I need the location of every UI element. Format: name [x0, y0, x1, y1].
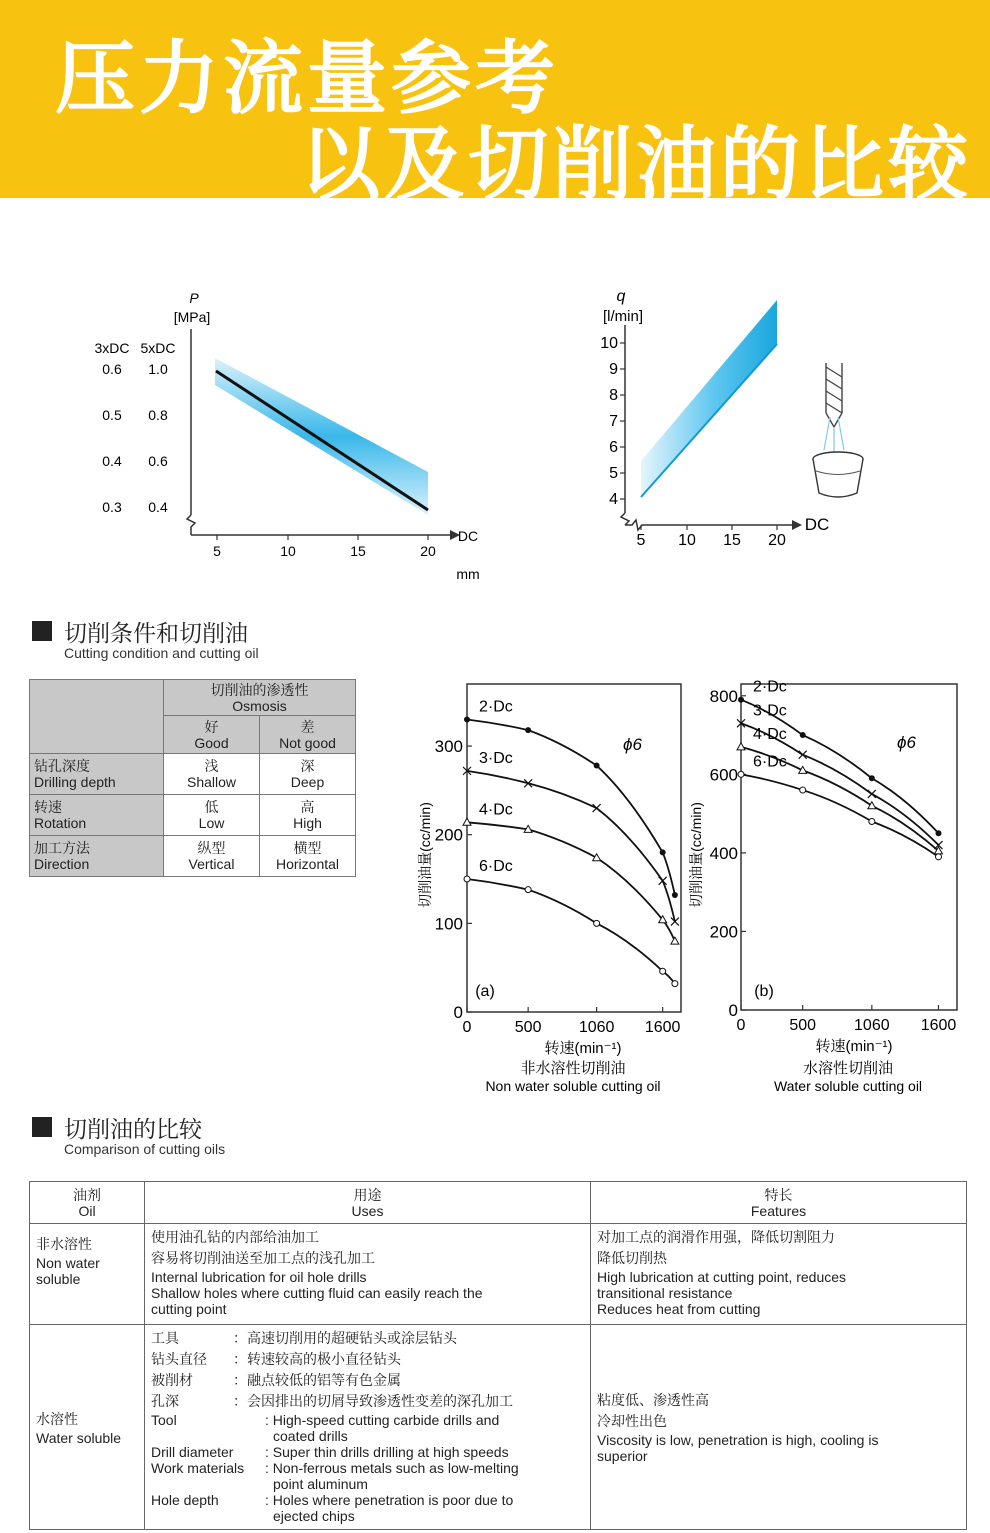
data-point — [594, 920, 600, 926]
cell-en: High — [293, 815, 322, 831]
row-label — [30, 754, 164, 795]
banner-title-line2: 以及切削油的比较 — [300, 118, 972, 211]
data-point — [935, 854, 941, 860]
good-cell — [164, 754, 260, 795]
pressure-x-tick: 15 — [350, 543, 366, 559]
data-point — [738, 771, 744, 777]
feat-en: transitional resistance — [597, 1285, 733, 1301]
x-tick-label: 500 — [514, 1019, 542, 1036]
uses-value: ：高速切削用的超硬钻头或涂层钻头 — [233, 1330, 457, 1346]
flow-x-tick: 5 — [636, 532, 646, 549]
cell-zh: 深 — [300, 758, 315, 774]
data-point — [464, 716, 470, 722]
cell-en: Low — [198, 815, 225, 831]
uses-en: Shallow holes where cutting fluid can easily reach the — [151, 1285, 483, 1301]
pressure-x-unit: mm — [456, 566, 480, 582]
uses-key: 孔深 — [151, 1393, 179, 1409]
pressure-y-tick: 0.5 — [102, 407, 122, 423]
cell-zh: 浅 — [204, 758, 219, 774]
col-oil-zh: 油剂 — [73, 1186, 101, 1203]
bad-cell — [260, 795, 356, 836]
pressure-x-tick: 10 — [280, 543, 296, 559]
pressure-y-tick: 1.0 — [148, 361, 168, 377]
section1-title-zh: 切削条件和切削油 — [64, 620, 248, 646]
table-header-row — [30, 1182, 967, 1224]
chart-a-xlabel: 转速(min⁻¹) — [544, 1040, 622, 1057]
uses-cell — [145, 1325, 591, 1530]
notgood-zh: 差 — [300, 718, 315, 735]
uses-key: Tool — [151, 1412, 177, 1428]
uses-en-item — [151, 1444, 584, 1460]
x-tick-label: 1600 — [920, 1017, 957, 1034]
cell-zh: 纵型 — [197, 840, 226, 856]
uses-value: ejected chips — [273, 1508, 355, 1524]
diameter-annotation: ϕ6 — [623, 735, 642, 754]
pressure-y-ticks-5xdc — [148, 361, 168, 515]
series-label: 6·Dc — [753, 753, 787, 771]
bullet-square-icon — [32, 1117, 52, 1137]
uses-en-item — [151, 1460, 584, 1492]
cell-en: Vertical — [188, 856, 235, 872]
feat-zh: 对加工点的润滑作用强，降低切割阻力 — [597, 1229, 835, 1245]
features-cell — [591, 1224, 967, 1325]
uses-en-item — [151, 1412, 584, 1444]
flow-y-tick: 5 — [609, 465, 618, 482]
col-oil-en: Oil — [78, 1202, 96, 1219]
plot-frame — [467, 684, 681, 1012]
data-point — [869, 818, 875, 824]
y-tick-label: 0 — [728, 1001, 738, 1020]
notgood-header — [260, 716, 356, 754]
chart-b-marks — [710, 679, 957, 1034]
bad-cell — [260, 836, 356, 877]
uses-value: : Super thin drills drilling at high speeds — [265, 1444, 509, 1460]
data-point — [800, 732, 806, 738]
y-tick-label: 200 — [709, 922, 738, 942]
uses-zh-item — [151, 1370, 584, 1391]
flow-y-tick: 8 — [609, 387, 618, 404]
row-label — [30, 836, 164, 877]
uses-key: Hole depth — [151, 1492, 219, 1508]
cell-zh: 低 — [204, 799, 219, 815]
uses-zh-item — [151, 1328, 584, 1349]
oil-cell — [30, 1224, 145, 1325]
osmosis-en: Osmosis — [232, 697, 287, 714]
panel-label: (b) — [754, 983, 774, 1000]
drill-coolant-cup-icon — [813, 363, 863, 497]
col-oil-header — [30, 1182, 145, 1224]
y-tick-label: 300 — [434, 737, 463, 757]
pressure-axis-break — [187, 515, 195, 535]
pressure-chart — [80, 285, 500, 595]
x-tick-label: 1600 — [644, 1019, 681, 1036]
row-label-zh: 加工方法 — [34, 840, 90, 856]
section1-title-en: Cutting condition and cutting oil — [64, 645, 259, 661]
x-tick-label: 1060 — [578, 1019, 615, 1036]
uses-value: ：会因排出的切屑导致渗透性变差的深孔加工 — [233, 1393, 513, 1409]
data-point — [525, 727, 531, 733]
chart-a-subtitle-zh: 非水溶性切削油 — [520, 1060, 626, 1077]
uses-key: 被削材 — [151, 1372, 193, 1388]
flow-y-symbol: q — [616, 288, 626, 305]
chart-b-xlabel: 转速(min⁻¹) — [815, 1038, 893, 1055]
flow-y-tick: 9 — [609, 361, 618, 378]
data-point — [800, 787, 806, 793]
good-cell — [164, 836, 260, 877]
good-cell — [164, 795, 260, 836]
data-point — [660, 968, 666, 974]
pressure-y-tick: 0.3 — [102, 499, 122, 515]
uses-key: Drill diameter — [151, 1444, 234, 1460]
table-row — [30, 1325, 967, 1530]
flow-y-tick: 7 — [609, 413, 618, 430]
features-cell — [591, 1325, 967, 1530]
good-en: Good — [194, 734, 229, 751]
table-corner — [30, 680, 164, 754]
feat-en: High lubrication at cutting point, reduces — [597, 1269, 847, 1285]
oil-zh: 水溶性 — [36, 1410, 78, 1427]
uses-cell — [145, 1224, 591, 1325]
oil-en: soluble — [36, 1271, 81, 1287]
flow-y-tick: 4 — [609, 491, 618, 508]
flow-x-tick: 20 — [768, 532, 786, 549]
feat-en: Viscosity is low, penetration is high, cooling is — [597, 1432, 879, 1448]
pressure-y-tick: 0.6 — [102, 361, 122, 377]
y-tick-label: 600 — [709, 765, 738, 785]
series-label: 6·Dc — [479, 858, 513, 876]
section2-title-zh: 切削油的比较 — [64, 1116, 202, 1142]
flow-range-band — [641, 300, 777, 497]
bullet-square-icon — [32, 621, 52, 641]
feat-zh: 冷却性出色 — [597, 1413, 667, 1429]
pressure-y-unit: [MPa] — [173, 309, 211, 325]
pressure-y-symbol: P — [189, 290, 199, 306]
bad-cell — [260, 754, 356, 795]
pressure-y-tick: 0.8 — [148, 407, 168, 423]
flow-y-tick: 6 — [609, 439, 618, 456]
feat-zh: 粘度低、渗透性高 — [597, 1392, 709, 1408]
section2-title-en: Comparison of cutting oils — [64, 1141, 226, 1157]
table-row — [30, 836, 356, 877]
pressure-range-band — [215, 358, 428, 515]
pressure-y-col2-header: 5xDC — [140, 340, 176, 356]
x-tick-label: 0 — [462, 1019, 472, 1036]
osmosis-header — [164, 680, 356, 716]
feat-en: Reduces heat from cutting — [597, 1301, 761, 1317]
uses-value: : Non-ferrous metals such as low-melting — [265, 1460, 519, 1476]
pressure-y-ticks-3xdc — [102, 361, 122, 515]
y-tick-label: 0 — [453, 1003, 463, 1022]
series-label: 2·Dc — [479, 698, 513, 716]
oil-zh: 非水溶性 — [36, 1236, 92, 1252]
data-point — [594, 763, 600, 769]
pressure-y-tick: 0.4 — [102, 453, 122, 469]
banner-title-line1: 压力流量参考 — [55, 32, 559, 125]
data-point — [869, 775, 875, 781]
cell-zh: 横型 — [293, 840, 322, 856]
oil-en: Water soluble — [36, 1429, 122, 1446]
chart-b-subtitle-en: Water soluble cutting oil — [773, 1078, 923, 1094]
pressure-x-tick: 5 — [213, 543, 221, 559]
pressure-y-col1-header: 3xDC — [94, 340, 130, 356]
uses-value: ：转速较高的极小直径钻头 — [233, 1351, 401, 1367]
data-point — [660, 849, 666, 855]
uses-value: point aluminum — [273, 1476, 368, 1492]
panel-label: (a) — [475, 983, 495, 1000]
flow-y-unit: [l/min] — [602, 308, 644, 325]
series-label: 4·Dc — [753, 725, 787, 743]
data-point — [525, 887, 531, 893]
row-label — [30, 795, 164, 836]
row-label-en: Direction — [34, 856, 90, 872]
pressure-y-tick: 0.6 — [148, 453, 168, 469]
oil-cell — [30, 1325, 145, 1530]
diameter-annotation: ϕ6 — [897, 733, 916, 752]
cell-en: Deep — [290, 774, 325, 790]
row-label-zh: 转速 — [34, 799, 62, 815]
table-row — [30, 1224, 967, 1325]
series-label: 2·Dc — [753, 678, 787, 696]
col-feat-en: Features — [750, 1202, 807, 1219]
x-tick-label: 1060 — [854, 1017, 890, 1034]
series-label: 3·Dc — [753, 702, 787, 720]
comparison-table — [29, 1181, 967, 1530]
uses-value: coated drills — [273, 1428, 348, 1444]
x-tick-label: 0 — [736, 1017, 746, 1034]
pressure-y-tick: 0.4 — [148, 499, 168, 515]
row-label-en: Drilling depth — [34, 774, 116, 790]
chart-a-ylabel: 切削油量(cc/min) — [417, 802, 433, 908]
series-label: 3·Dc — [479, 749, 513, 767]
feat-zh: 降低切削热 — [597, 1250, 667, 1266]
col-feat-zh: 特长 — [764, 1186, 793, 1203]
uses-en-item — [151, 1492, 584, 1524]
flow-chart — [580, 285, 880, 555]
x-tick-label: 500 — [789, 1017, 817, 1034]
row-label-zh: 钻孔深度 — [34, 758, 90, 774]
oil-en: Non water — [36, 1255, 100, 1271]
oil-flow-chart-a — [405, 670, 705, 1100]
cell-zh: 高 — [300, 799, 315, 815]
uses-key: Work materials — [151, 1460, 245, 1476]
good-header — [164, 716, 260, 754]
uses-key: 工具 — [151, 1330, 179, 1346]
cell-en: Shallow — [186, 774, 237, 790]
data-point — [935, 830, 941, 836]
good-zh: 好 — [204, 718, 219, 735]
flow-y-tick: 10 — [600, 335, 618, 352]
uses-value: ：融点较低的铝等有色金属 — [233, 1372, 401, 1388]
pressure-x-tick: 20 — [420, 543, 436, 559]
col-features-header — [591, 1182, 967, 1224]
uses-value: : High-speed cutting carbide drills and — [265, 1412, 500, 1428]
osmosis-zh: 切削油的渗透性 — [210, 681, 309, 698]
flow-x-tick: 10 — [678, 532, 696, 549]
y-tick-label: 100 — [434, 914, 463, 934]
uses-zh: 容易将切削油送至加工点的浅孔加工 — [151, 1250, 375, 1266]
title-banner — [0, 0, 990, 211]
notgood-en: Not good — [279, 734, 336, 751]
chart-a-subtitle-en: Non water soluble cutting oil — [485, 1078, 661, 1094]
feat-en: superior — [597, 1448, 648, 1464]
data-point — [464, 876, 470, 882]
uses-value: : Holes where penetration is poor due to — [265, 1492, 514, 1508]
y-tick-label: 200 — [434, 825, 463, 845]
uses-en: cutting point — [151, 1301, 227, 1317]
y-tick-label: 800 — [709, 686, 738, 706]
uses-zh-item — [151, 1349, 584, 1370]
flow-trend-edge — [641, 344, 777, 497]
chart-a-marks — [435, 684, 681, 1036]
table-row — [30, 754, 356, 795]
col-uses-zh: 用途 — [353, 1186, 382, 1203]
condition-table — [29, 679, 356, 877]
uses-zh: 使用油孔钻的内部给油加工 — [151, 1229, 319, 1245]
data-point — [672, 892, 678, 898]
chart-b-subtitle-zh: 水溶性切削油 — [802, 1060, 894, 1077]
uses-zh-item — [151, 1391, 584, 1412]
pressure-trend-line — [216, 371, 428, 510]
flow-x-arrow — [792, 520, 802, 530]
col-uses-header — [145, 1182, 591, 1224]
row-label-en: Rotation — [34, 815, 87, 831]
table-row — [30, 795, 356, 836]
data-point — [672, 981, 678, 987]
flow-y-ticks — [600, 335, 618, 508]
flow-x-label: DC — [804, 515, 830, 534]
series-label: 4·Dc — [479, 801, 513, 819]
y-tick-label: 400 — [709, 843, 738, 863]
data-point — [738, 697, 744, 703]
uses-en: Internal lubrication for oil hole drills — [151, 1269, 367, 1285]
col-uses-en: Uses — [351, 1202, 384, 1219]
uses-key: 钻头直径 — [151, 1351, 207, 1367]
flow-axis-break — [621, 513, 629, 525]
flow-x-tick: 15 — [723, 532, 741, 549]
flow-x-axis-break — [625, 520, 792, 530]
oil-flow-chart-b — [690, 670, 980, 1100]
cell-en: Horizontal — [275, 856, 340, 872]
pressure-x-label: DC — [457, 528, 479, 544]
chart-b-ylabel: 切削油量(cc/min) — [688, 802, 704, 908]
